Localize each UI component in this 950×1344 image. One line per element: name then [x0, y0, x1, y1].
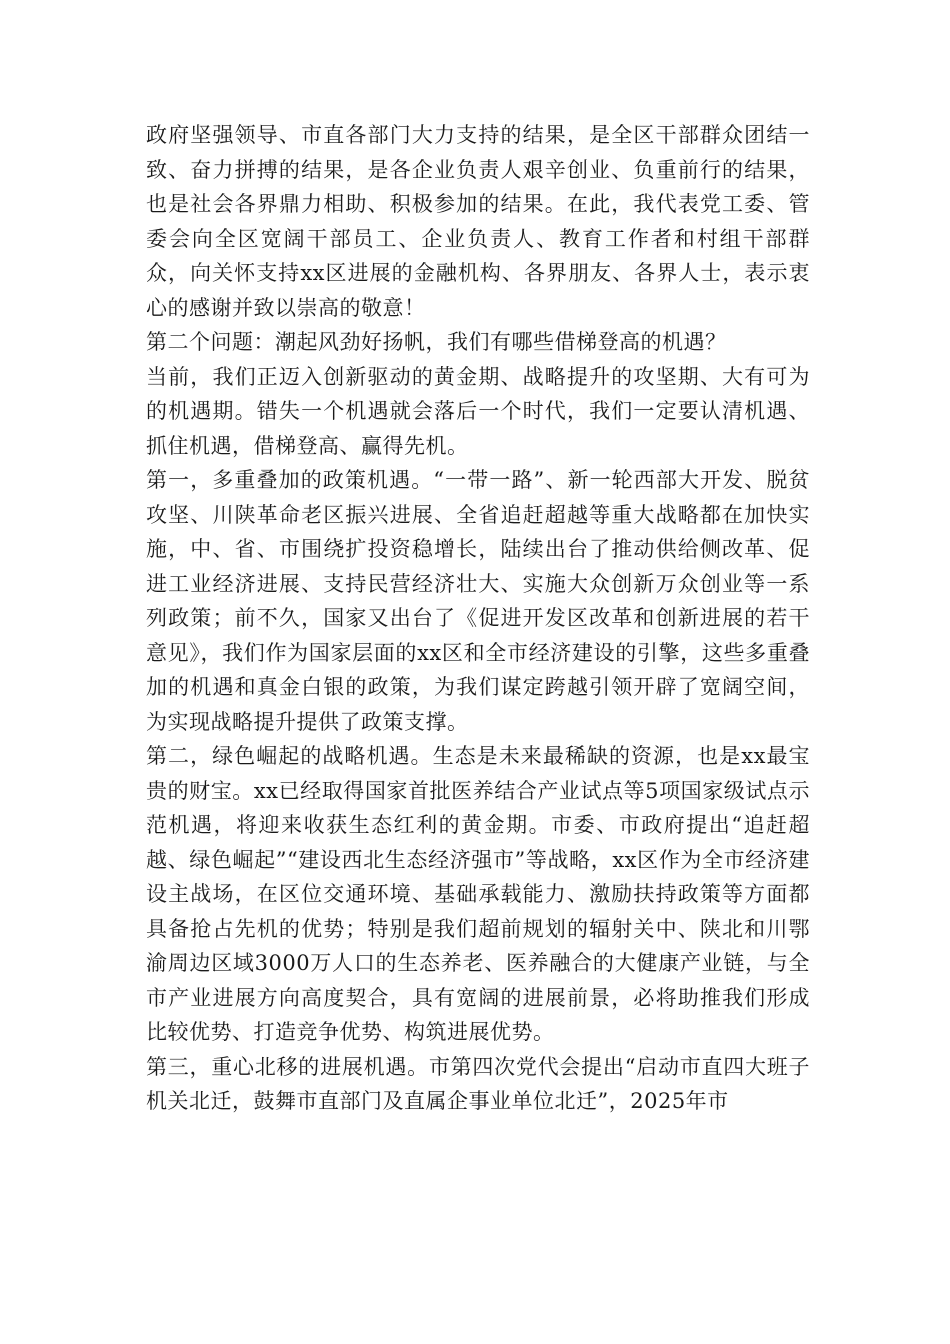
paragraph-northward-opportunity: 第三，重心北移的进展机遇。市第四次党代会提出“启动市直四大班子机关北迁，鼓舞市直部门及直属企事业单位北迁”，2025年市 [146, 1054, 810, 1113]
document-body [146, 118, 810, 1119]
paragraph-gratitude: 政府坚强领导、市直各部门大力支持的结果，是全区干部群众团结一致、奋力拼搏的结果，是各企业负责人艰辛创业、负重前行的结果，也是社会各界鼎力相助、积极参加的结果。在此，我代表党工委、管委会向全区宽阔干部员工、企业负责人、教育工作者和村组干部群众，向关怀支持xx区进展的金融机构、各界朋友、各界人士，表示衷心的感谢并致以崇高的敬意！ [146, 123, 810, 320]
paragraph-question-two: 第二个问题：潮起风劲好扬帆，我们有哪些借梯登高的机遇？ [146, 330, 727, 354]
paragraph-current-period: 当前，我们正迈入创新驱动的黄金期、战略提升的攻坚期、大有可为的机遇期。错失一个机遇就会落后一个时代，我们一定要认清机遇、抓住机遇，借梯登高、赢得先机。 [146, 364, 810, 458]
paragraph-policy-opportunity: 第一，多重叠加的政策机遇。“一带一路”、新一轮西部大开发、脱贫攻坚、川陕革命老区振兴进展、全省追赶超越等重大战略都在加快实施，中、省、市围绕扩投资稳增长，陆续出台了推动供给侧改革、促进工业经济进展、支持民营经济壮大、实施大众创新万众创业等一系列政策；前不久，国家又出台了《促进开发区改革和创新进展的若干意见》，我们作为国家层面的xx区和全市经济建设的引擎，这些多重叠加的机遇和真金白银的政策，为我们谋定跨越引领开辟了宽阔空间，为实现战略提升提供了政策支撑。 [146, 468, 810, 734]
paragraph-green-opportunity: 第二，绿色崛起的战略机遇。生态是未来最稀缺的资源，也是xx最宝贵的财宝。xx已经取得国家首批医养结合产业试点等5项国家级试点示范机遇，将迎来收获生态红利的黄金期。市委、市政府提出“追赶超越、绿色崛起”“建设西北生态经济强市”等战略，xx区作为全市经济建设主战场，在区位交通环境、基础承载能力、激励扶持政策等方面都具备抢占先机的优势；特别是我们超前规划的辐射关中、陕北和川鄂渝周边区域3000万人口的生态养老、医养融合的大健康产业链，与全市产业进展方向高度契合，具有宽阔的进展前景，必将助推我们形成比较优势、打造竞争优势、构筑进展优势。 [146, 744, 810, 1044]
